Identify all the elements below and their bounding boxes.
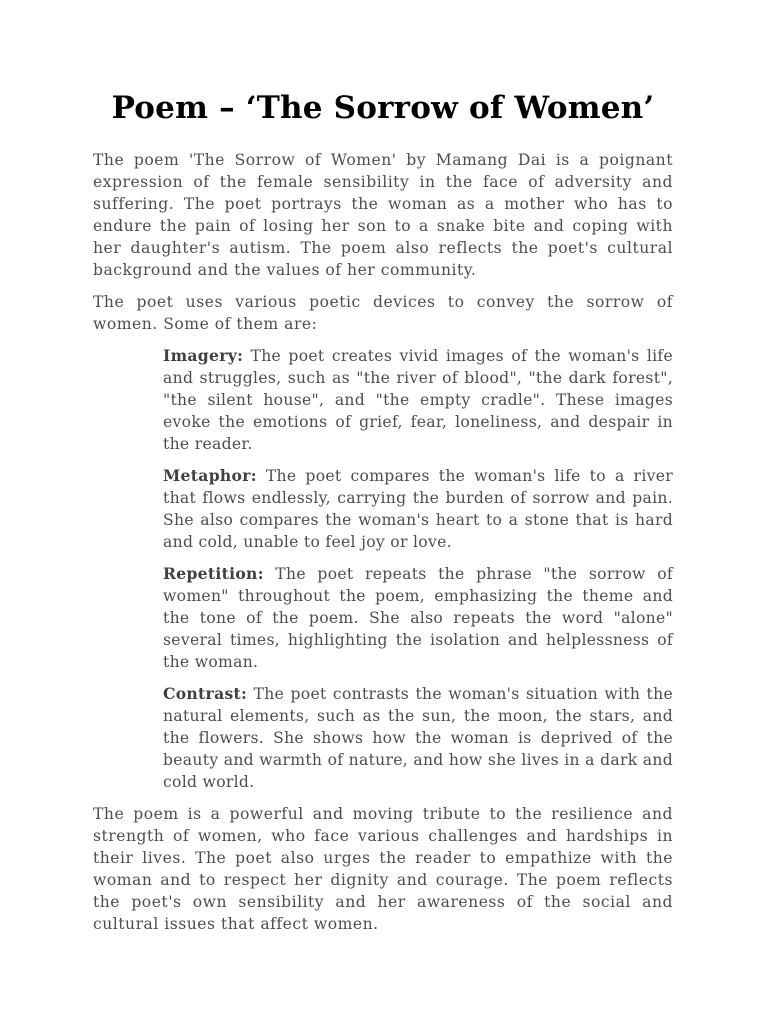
device-imagery	[163, 345, 673, 455]
device-term: Repetition:	[163, 564, 264, 583]
device-description: The poet compares the woman's life to a river that flows endlessly, carrying the burden of sorrow and pain. She also compares the woman's heart to a stone that is hard and cold, unable to feel joy or love.	[163, 467, 673, 551]
device-description: The poet contrasts the woman's situation with the natural elements, such as the sun, the moon, the stars, and the flowers. She shows how the woman is deprived of the beauty and warmth of nature, and how she lives in a dark and cold world.	[163, 685, 673, 791]
page-title: Poem – ‘The Sorrow of Women’	[111, 90, 655, 126]
intro-paragraph: The poem 'The Sorrow of Women' by Mamang Dai is a poignant expression of the female sensibility in the face of adversity and suffering. The poet portrays the woman as a mother who has to endure the pain of losing her son to a snake bite and coping with her daughter's autism. The poem also reflects the poet's cultural background and the values of her community.	[93, 151, 673, 279]
document-page	[93, 86, 673, 945]
conclusion-paragraph: The poem is a powerful and moving tribute to the resilience and strength of women, who face various challenges and hardships in their lives. The poet also urges the reader to empathize with the woman and to respect her dignity and courage. The poem reflects the poet's own sensibility and her awareness of the social and cultural issues that affect women.	[93, 805, 673, 933]
device-contrast	[163, 683, 673, 793]
device-term: Metaphor:	[163, 466, 257, 485]
device-metaphor	[163, 465, 673, 553]
device-description: The poet creates vivid images of the woman's life and struggles, such as "the river of blood", "the dark forest", "the silent house", and "the empty cradle". These images evoke the emotions of grief, fear, loneliness, and despair in the reader.	[163, 347, 673, 453]
device-term: Imagery:	[163, 346, 244, 365]
device-term: Contrast:	[163, 684, 248, 703]
device-repetition	[163, 563, 673, 673]
devices-intro-paragraph: The poet uses various poetic devices to convey the sorrow of women. Some of them are:	[93, 293, 673, 333]
device-description: The poet repeats the phrase "the sorrow of women" throughout the poem, emphasizing the theme and the tone of the poem. She also repeats the word "alone" several times, highlighting the isolation and helplessness of the woman.	[163, 565, 673, 671]
